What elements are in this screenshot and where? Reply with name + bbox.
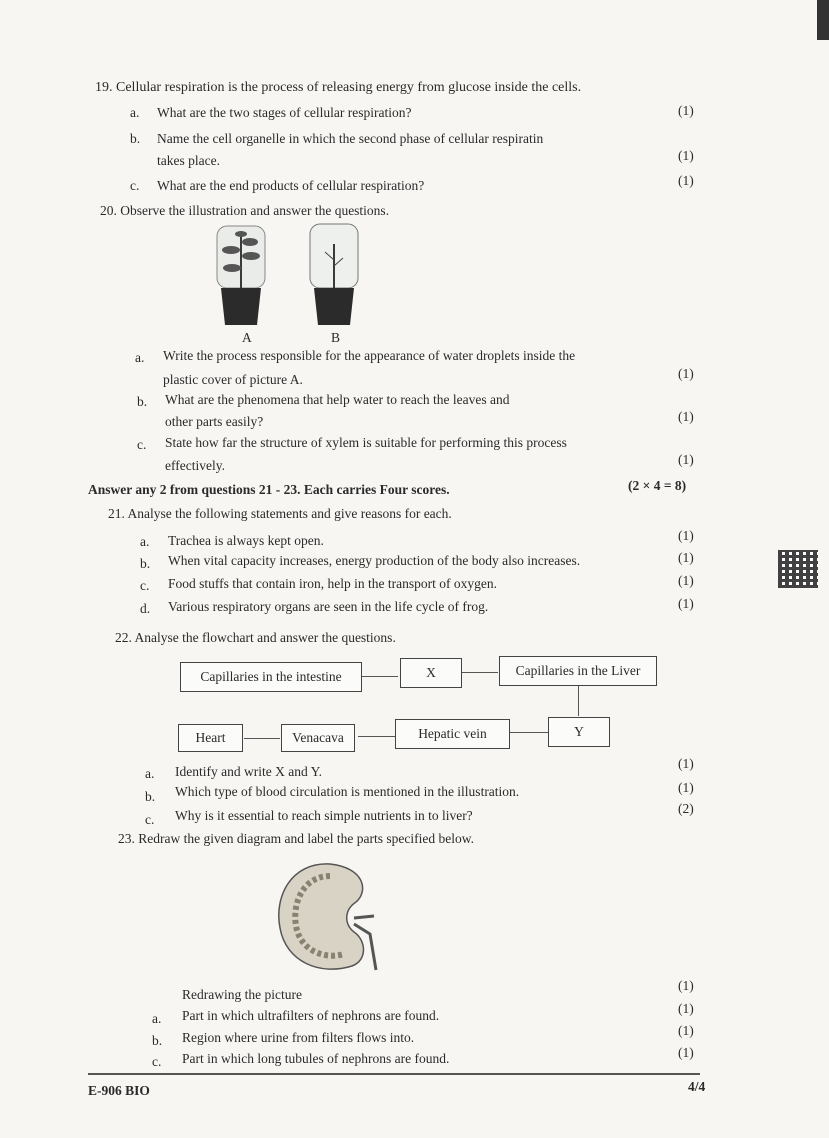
- q19a-text: What are the two stages of cellular respiration?: [157, 105, 412, 120]
- q23b-text: Region where urine from filters flows into.: [182, 1030, 415, 1045]
- q20b-text-cont: other parts easily?: [165, 414, 264, 429]
- q23a-label: a.: [152, 1011, 162, 1026]
- q22a-text: Identify and write X and Y.: [175, 764, 322, 779]
- q22b-marks: (1): [678, 780, 694, 795]
- flow-venacava: Venacava: [281, 724, 355, 752]
- q20a-marks: (1): [678, 366, 694, 381]
- q19b-text: Name the cell organelle in which the second phase of cellular respiratin: [157, 131, 544, 146]
- q23c-marks: (1): [678, 1045, 694, 1060]
- section-marks: (2 × 4 = 8): [628, 478, 687, 493]
- flow-arrow: [578, 686, 579, 716]
- q20a-text-cont: plastic cover of picture A.: [163, 372, 303, 387]
- q19c-text: What are the end products of cellular respiration?: [157, 178, 425, 193]
- q21d-marks: (1): [678, 596, 694, 611]
- flow-arrow: [462, 672, 498, 673]
- flow-liver: Capillaries in the Liver: [499, 656, 657, 686]
- q23b-label: b.: [152, 1033, 163, 1048]
- label-a: A: [242, 330, 252, 345]
- q21d-label: d.: [140, 601, 151, 616]
- q21a-text: Trachea is always kept open.: [168, 533, 324, 548]
- q22b-label: b.: [145, 789, 156, 804]
- q22c-text: Why is it essential to reach simple nutrients in to liver?: [175, 808, 473, 823]
- q19-stem: 19. Cellular respiration is the process of releasing energy from glucose inside the cells.: [95, 80, 582, 95]
- flow-intestine: Capillaries in the intestine: [180, 662, 362, 692]
- q22a-marks: (1): [678, 756, 694, 771]
- q20a-label: a.: [135, 350, 145, 365]
- q23-stem: 23. Redraw the given diagram and label the parts specified below.: [118, 831, 475, 846]
- flow-heart: Heart: [178, 724, 243, 752]
- q20b-text: What are the phenomena that help water to reach the leaves and: [165, 392, 510, 407]
- q23c-text: Part in which long tubules of nephrons are found.: [182, 1051, 450, 1066]
- flow-y: Y: [548, 717, 610, 747]
- q23a-marks: (1): [678, 1001, 694, 1016]
- kidney-diagram: [270, 858, 390, 978]
- flow-arrow: [358, 736, 395, 737]
- flow-arrow: [362, 676, 398, 677]
- q21-stem: 21. Analyse the following statements and give reasons for each.: [108, 506, 452, 521]
- redraw-text: Redrawing the picture: [182, 987, 302, 1002]
- q21c-text: Food stuffs that contain iron, help in the transport of oxygen.: [168, 576, 497, 591]
- q21b-label: b.: [140, 556, 151, 571]
- flow-arrow: [510, 732, 548, 733]
- q23c-label: c.: [152, 1054, 162, 1069]
- q20b-marks: (1): [678, 409, 694, 424]
- q20c-label: c.: [137, 437, 147, 452]
- redraw-marks: (1): [678, 978, 694, 993]
- q19a-marks: (1): [678, 103, 694, 118]
- q21b-text: When vital capacity increases, energy production of the body also increases.: [168, 553, 581, 568]
- q19b-label: b.: [130, 131, 141, 146]
- q21a-marks: (1): [678, 528, 694, 543]
- footer-page-number: 4/4: [688, 1079, 706, 1094]
- section-heading: Answer any 2 from questions 21 - 23. Each carries Four scores.: [88, 482, 450, 497]
- q23a-text: Part in which ultrafilters of nephrons are found.: [182, 1008, 440, 1023]
- plant-illustration: [205, 220, 375, 335]
- qr-code: [778, 550, 818, 588]
- q20c-marks: (1): [678, 452, 694, 467]
- q21c-marks: (1): [678, 573, 694, 588]
- footer-rule: [88, 1073, 700, 1075]
- q21a-label: a.: [140, 534, 150, 549]
- flow-hepatic-vein: Hepatic vein: [395, 719, 510, 749]
- q19b-text-cont: takes place.: [157, 153, 220, 168]
- q22-stem: 22. Analyse the flowchart and answer the questions.: [115, 630, 396, 645]
- q19c-marks: (1): [678, 173, 694, 188]
- q20-stem: 20. Observe the illustration and answer the questions.: [100, 203, 390, 218]
- q21c-label: c.: [140, 578, 150, 593]
- q22c-marks: (2): [678, 801, 694, 816]
- q22c-label: c.: [145, 812, 155, 827]
- label-b: B: [331, 330, 341, 345]
- q22a-label: a.: [145, 766, 155, 781]
- q19b-marks: (1): [678, 148, 694, 163]
- q19a-label: a.: [130, 105, 140, 120]
- q20c-text: State how far the structure of xylem is suitable for performing this process: [165, 435, 567, 450]
- q19c-label: c.: [130, 178, 140, 193]
- plant-b-image: [310, 224, 358, 325]
- q21d-text: Various respiratory organs are seen in the life cycle of frog.: [168, 599, 489, 614]
- q20c-text-cont: effectively.: [165, 458, 225, 473]
- q22b-text: Which type of blood circulation is mentioned in the illustration.: [175, 784, 520, 799]
- q21b-marks: (1): [678, 550, 694, 565]
- scan-edge: [817, 0, 829, 40]
- footer-code: E-906 BIO: [88, 1083, 150, 1098]
- q20a-text: Write the process responsible for the appearance of water droplets inside the: [163, 348, 576, 363]
- q20b-label: b.: [137, 394, 148, 409]
- q23b-marks: (1): [678, 1023, 694, 1038]
- flow-arrow: [244, 738, 280, 739]
- plant-a-image: [217, 226, 265, 325]
- flow-x: X: [400, 658, 462, 688]
